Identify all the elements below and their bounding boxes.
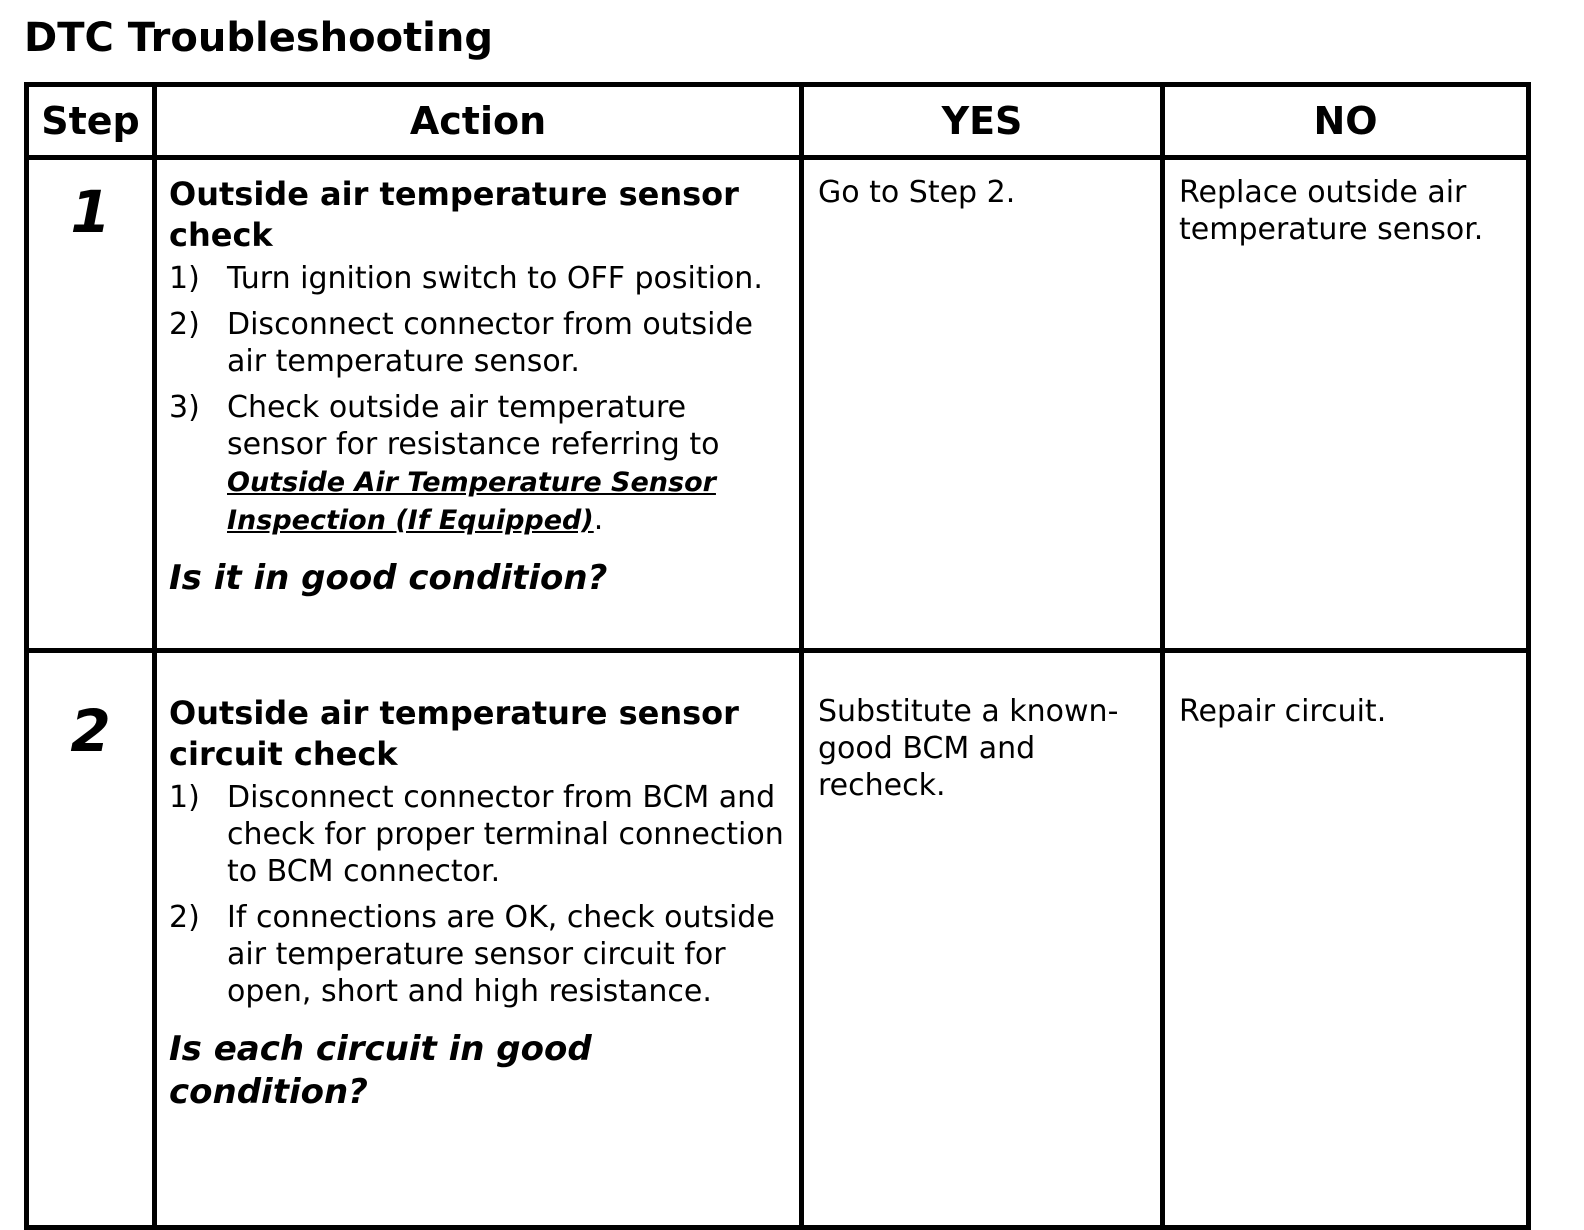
list-item-text: Disconnect connector from BCM and check for proper terminal connection to BCM connector. [227,780,784,889]
list-item-text: Disconnect connector from outside air temperature sensor. [227,307,753,379]
action-question: Is each circuit in good condition? [169,1029,592,1112]
list-item-text: Turn ignition switch to OFF position. [227,261,763,296]
header-step: Step [27,85,155,158]
no-result: Replace outside air temperature sensor. [1163,158,1529,651]
action-steps-list [169,779,789,1010]
action-question: Is it in good condition? [169,558,608,598]
step-number: 1 [27,158,155,651]
list-item-number: 2) [169,307,200,342]
list-item [169,306,789,380]
table-header-row [27,85,1529,158]
list-item-number: 3) [169,390,200,425]
list-item-number: 1) [169,780,200,815]
list-item-text-wrapper [227,389,789,539]
list-item [169,779,789,890]
inspection-reference-link[interactable]: Outside Air Temperature Sensor Inspection (If Equipped) [227,467,716,536]
link-suffix: . [593,502,604,537]
header-action: Action [155,85,802,158]
action-title: Outside air temperature sensor check [169,175,739,254]
list-item-text: If connections are OK, check outside air temperature sensor circuit for open, short and high resistance. [227,900,775,1009]
table-row [27,651,1529,1228]
troubleshooting-table [24,82,1531,1230]
yes-result: Substitute a known-good BCM and recheck. [802,651,1163,1228]
table-row [27,158,1529,651]
action-steps-list [169,260,789,539]
page-title: DTC Troubleshooting [24,15,494,61]
no-result: Repair circuit. [1163,651,1529,1228]
step-number: 2 [27,651,155,1228]
action-cell [155,158,802,651]
list-item [169,899,789,1010]
header-yes: YES [802,85,1163,158]
list-item [169,260,789,297]
action-title: Outside air temperature sensor circuit check [169,694,739,773]
list-item-text: Check outside air temperature sensor for resistance referring to [227,390,720,462]
yes-result: Go to Step 2. [802,158,1163,651]
list-item [169,389,789,539]
header-no: NO [1163,85,1529,158]
list-item-number: 2) [169,900,200,935]
action-cell [155,651,802,1228]
list-item-number: 1) [169,261,200,296]
